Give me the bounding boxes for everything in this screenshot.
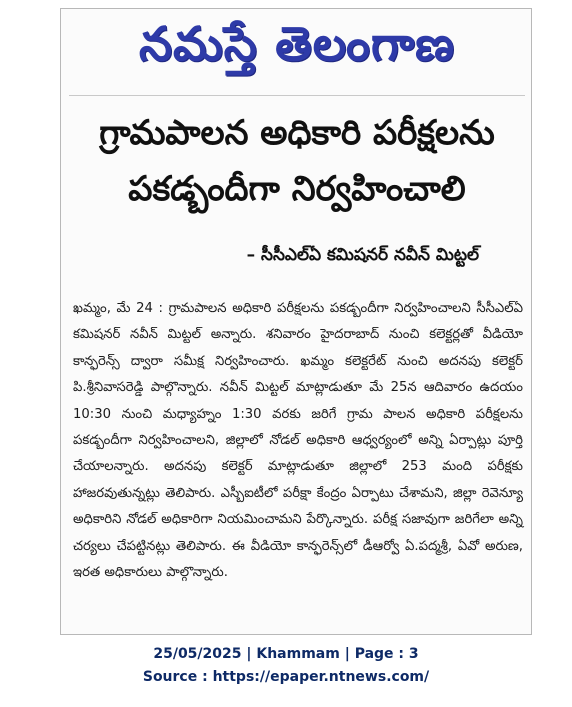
article-body: ఖమ్మం, మే 24 : గ్రామపాలన అధికారి పరీక్షలను పకడ్బందీగా నిర్వహించాలని సీసీఎల్ఏ కమిషనర్ నవీన్ మిట్టల్ అన్నారు. శనివారం హైదరాబాద్ నుంచి కలెక్టర్లతో వీడియో కాన్ఫరెన్స్ ద్వారా సమీక్ష నిర్వహించారు. ఖమ్మం కలెక్టరేట్ నుంచి అదనపు కలెక్టర్ పి.శ్రీనివాసరెడ్డి పాల్గొన్నారు. నవీన్ మిట్టల్ మాట్లాడుతూ మే 25న ఆదివారం ఉదయం 10:30 నుంచి మధ్యాహ్నం 1:30 వరకు జరిగే గ్రామ పాలన అధికారి పరీక్షలను పకడ్బందీగా నిర్వహించాలని, జిల్లాలో నోడల్ అధికారి ఆధ్వర్యంలో అన్ని ఏర్పాట్లు పూర్తి చేయాలన్నారు. అదనపు కలెక్టర్ మాట్లాడుతూ జిల్లాలో 253 మంది పరీక్షకు హాజరవుతున్నట్లు తెలిపారు. ఎస్బీఐటీలో పరీక్షా కేంద్రం ఏర్పాటు చేశామని, జిల్లా రెవెన్యూ అధికారిని నోడల్ అధికారిగా నియమించామని పేర్కొన్నారు. పరీక్ష సజావుగా జరిగేలా అన్ని చర్యలు చేపట్టినట్లు తెలిపారు. ఈ వీడియో కాన్ఫరెన్స్‌లో డీఆర్వో ఏ.పద్మశ్రీ, ఏవో అరుణ, ఇరత అధికారులు పాల్గొన్నారు. (73, 301, 523, 581)
newspaper-clipping (60, 8, 532, 635)
headline-line-2: పకడ్బందీగా నిర్వహించాలి (128, 169, 466, 209)
headline-line-1: గ్రామపాలన అధికారి పరీక్షలను (99, 113, 495, 153)
footer-date-edition: 25/05/2025 | Khammam | Page : 3 (153, 646, 419, 662)
masthead-divider (69, 95, 525, 96)
masthead-title: నమస్తే తెలంగాణ (139, 17, 455, 72)
newspaper-masthead (79, 9, 515, 91)
byline: – సీసీఎల్ఏ కమిషనర్ నవీన్ మిట్టల్ (246, 245, 479, 265)
footer-source-link[interactable]: Source : https://epaper.ntnews.com/ (142, 669, 430, 685)
